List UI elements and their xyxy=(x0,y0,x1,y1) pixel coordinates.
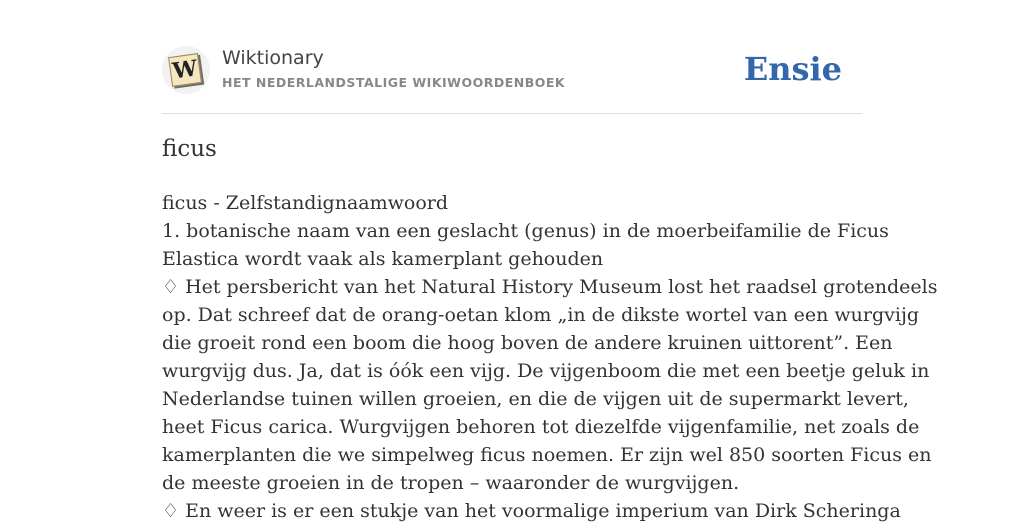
site-header xyxy=(162,44,862,114)
entry-line: heet Ficus carica. Wurgvijgen behoren tot diezelfde vijgenfamilie, net zoals de xyxy=(162,416,920,438)
entry-line: 1. botanische naam van een geslacht (genus) in de moerbeifamilie de Ficus xyxy=(162,220,889,242)
entry-line: kamerplanten die we simpelweg ficus noemen. Er zijn wel 850 soorten Ficus en xyxy=(162,444,932,466)
entry-line: die groeit rond een boom die hoog boven de andere kruinen uittorent”. Een xyxy=(162,332,893,354)
ensie-brand-link[interactable]: Ensie xyxy=(743,50,842,88)
site-tagline: HET NEDERLANDSTALIGE WIKIWOORDENBOEK xyxy=(222,75,566,90)
entry-line: op. Dat schreef dat de orang-oetan klom „in de dikste wortel van een wurgvijg xyxy=(162,304,920,326)
entry-line: Nederlandse tuinen willen groeien, en die de vijgen uit de supermarkt levert, xyxy=(162,388,909,410)
entry-line: ♢ En weer is er een stukje van het voormalige imperium van Dirk Scheringa xyxy=(162,500,901,522)
entry-line: ficus - Zelfstandignaamwoord xyxy=(162,192,449,214)
page-title: ficus xyxy=(162,136,217,162)
entry-line: Elastica wordt vaak als kamerplant gehouden xyxy=(162,248,604,270)
definition-text xyxy=(162,189,938,525)
entry-line: de meeste groeien in de tropen – waaronder de wurgvijgen. xyxy=(162,472,740,494)
puzzle-tile-icon xyxy=(168,53,202,87)
entry-line: wurgvijg dus. Ja, dat is óók een vijg. De vijgenboom die met een beetje geluk in xyxy=(162,360,930,382)
logo-letter: W xyxy=(170,55,200,85)
wiktionary-logo[interactable] xyxy=(162,46,210,94)
site-name[interactable]: Wiktionary xyxy=(222,47,324,69)
entry-line: ♢ Het persbericht van het Natural History Museum lost het raadsel grotendeels xyxy=(162,276,938,298)
